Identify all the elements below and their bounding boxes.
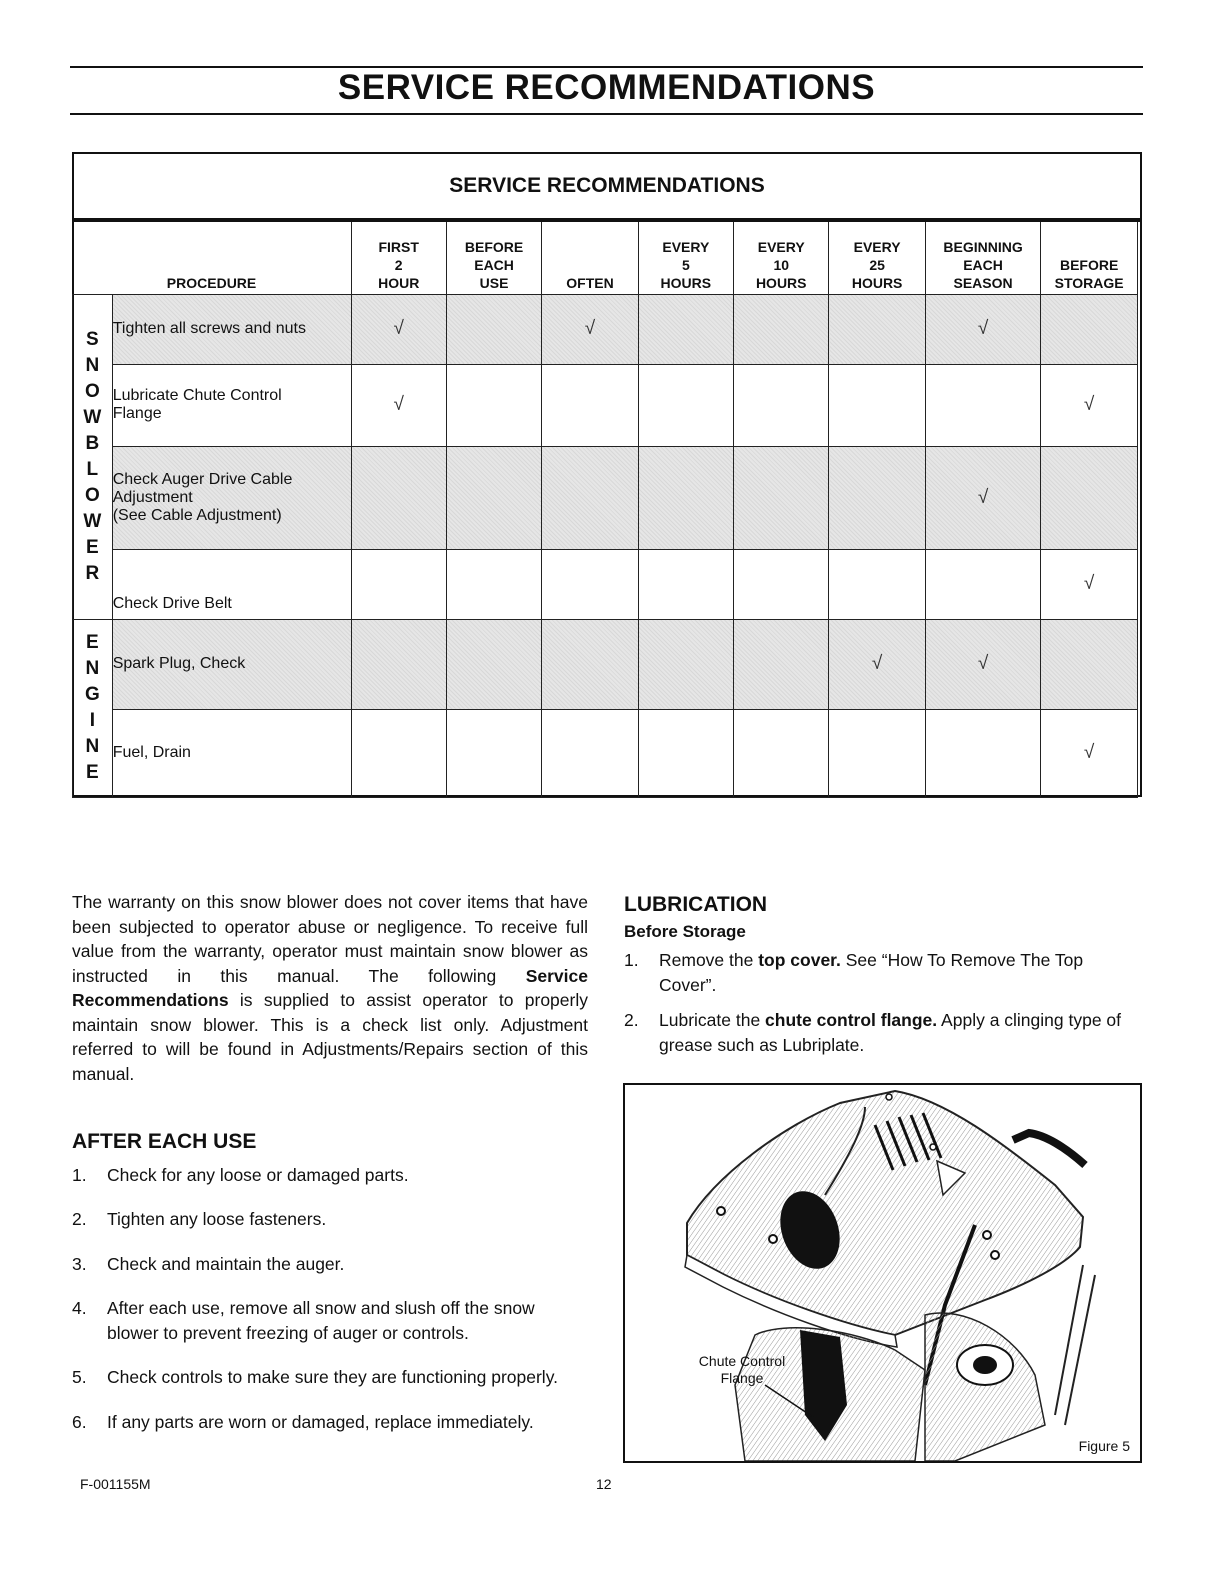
check-cell xyxy=(446,446,541,549)
side-letter: O xyxy=(84,380,100,402)
check-cell xyxy=(351,549,446,619)
check-cell: √ xyxy=(925,619,1041,709)
warranty-bold-text: Service Recommendations xyxy=(72,965,588,1010)
warranty-paragraph xyxy=(72,890,588,1086)
side-letter: W xyxy=(83,510,102,532)
check-cell xyxy=(351,709,446,797)
check-cell: √ xyxy=(925,446,1041,549)
side-letter: G xyxy=(84,684,100,705)
warranty-text: The warranty on this snow blower does not cover items that have been subjected to operator abuse or negligence. To receive full value from the warranty, operator must maintain snow blower as instructed in this manual. The following xyxy=(72,892,588,986)
side-letter: B xyxy=(85,432,100,454)
item-number: 1. xyxy=(624,950,639,970)
side-letter: N xyxy=(85,658,100,679)
warranty-text-end: is supplied to assist operator to properly maintain snow blower. This is a check list only. Adjustment referred to will be found in Adjustments/Repairs section of this manual. xyxy=(72,990,588,1084)
check-cell xyxy=(446,619,541,709)
item-text: Check controls to make sure they are functioning properly. xyxy=(107,1367,559,1387)
check-cell xyxy=(638,446,733,549)
figure-caption: Figure 5 xyxy=(1078,1438,1130,1454)
check-cell xyxy=(1041,294,1138,364)
side-letter: E xyxy=(86,762,99,783)
callout-line-2: Flange xyxy=(720,1370,764,1386)
procedure-name: Fuel, Drain xyxy=(112,709,351,797)
procedure-name: Tighten all screws and nuts xyxy=(112,294,351,364)
item-number: 1. xyxy=(72,1164,87,1185)
side-letter: R xyxy=(85,562,100,584)
table-row xyxy=(73,619,1138,709)
check-cell xyxy=(542,446,638,549)
check-cell: √ xyxy=(925,294,1041,364)
check-cell xyxy=(638,619,733,709)
table-row xyxy=(73,294,1138,364)
check-cell: √ xyxy=(351,364,446,446)
item-text-end: Apply a clinging type of grease such as Lubriplate. xyxy=(659,1010,1122,1055)
list-item xyxy=(72,1163,588,1188)
check-cell xyxy=(829,709,925,797)
check-cell xyxy=(734,619,829,709)
service-table xyxy=(72,152,1142,797)
check-cell xyxy=(925,364,1041,446)
table-row xyxy=(73,709,1138,797)
footer-code: F-001155M xyxy=(80,1476,151,1492)
side-label-engine xyxy=(73,619,113,797)
column-header: EVERY 5 HOURS xyxy=(638,222,733,294)
check-cell xyxy=(446,709,541,797)
column-header: BEFORE EACH USE xyxy=(446,222,541,294)
side-letter: W xyxy=(83,406,102,428)
service-grid xyxy=(72,222,1138,798)
column-header: BEFORE STORAGE xyxy=(1041,222,1138,294)
item-number: 3. xyxy=(72,1253,87,1274)
check-cell xyxy=(351,446,446,549)
check-cell xyxy=(1041,446,1138,549)
side-letter: N xyxy=(85,736,100,757)
item-text: If any parts are worn or damaged, replace immediately. xyxy=(107,1411,534,1432)
procedure-name: Spark Plug, Check xyxy=(112,619,351,709)
side-letter: E xyxy=(86,632,99,653)
column-header: EVERY 25 HOURS xyxy=(829,222,925,294)
check-cell xyxy=(638,709,733,797)
side-letter: O xyxy=(84,484,100,506)
page-title: SERVICE RECOMMENDATIONS xyxy=(337,68,876,107)
check-cell xyxy=(925,709,1041,797)
item-number: 5. xyxy=(72,1367,87,1387)
check-cell xyxy=(829,446,925,549)
chute-control-flange-callout xyxy=(677,1353,807,1387)
list-item xyxy=(72,1207,588,1232)
lubrication-section xyxy=(624,893,1142,1057)
check-cell xyxy=(446,294,541,364)
after-each-use-list xyxy=(72,1163,588,1435)
side-letter: S xyxy=(86,328,99,350)
procedure-name: Check Auger Drive Cable Adjustment (See Cable Adjustment) xyxy=(112,446,351,549)
item-bold-text: top cover. xyxy=(758,950,841,970)
before-storage-subheading: Before Storage xyxy=(624,921,746,941)
procedure-name: Check Drive Belt xyxy=(112,549,351,619)
check-cell: √ xyxy=(1041,549,1138,619)
title-rule xyxy=(70,113,1143,115)
list-item xyxy=(72,1410,588,1435)
check-cell xyxy=(1041,619,1138,709)
check-cell xyxy=(638,364,733,446)
check-cell xyxy=(829,364,925,446)
after-each-use-section xyxy=(72,1130,588,1434)
procedure-header: PROCEDURE xyxy=(73,222,352,294)
side-letter: N xyxy=(85,354,100,376)
side-letter: L xyxy=(86,458,99,480)
item-number: 2. xyxy=(624,1010,639,1030)
check-cell: √ xyxy=(829,619,925,709)
side-label-snowblower xyxy=(73,294,113,619)
side-letter: I xyxy=(89,710,95,731)
check-cell xyxy=(829,294,925,364)
check-cell xyxy=(734,446,829,549)
item-text: Remove the xyxy=(659,950,759,970)
page-number: 12 xyxy=(596,1476,612,1492)
check-cell xyxy=(638,294,733,364)
figure-5 xyxy=(623,1083,1142,1463)
header-row xyxy=(73,222,1138,294)
callout-line-1: Chute Control xyxy=(698,1353,786,1369)
column-header: BEGINNING EACH SEASON xyxy=(925,222,1041,294)
list-item xyxy=(72,1296,588,1345)
lubrication-list xyxy=(624,948,1142,1057)
check-cell xyxy=(829,549,925,619)
check-cell xyxy=(542,619,638,709)
table-row xyxy=(73,364,1138,446)
check-cell xyxy=(734,709,829,797)
table-row xyxy=(73,446,1138,549)
item-text: Check for any loose or damaged parts. xyxy=(107,1164,409,1185)
item-number: 4. xyxy=(72,1298,87,1318)
column-header: OFTEN xyxy=(542,222,638,294)
lubrication-heading: LUBRICATION xyxy=(624,893,768,916)
side-letter: E xyxy=(86,536,99,558)
check-cell xyxy=(446,549,541,619)
item-text-end: See “How To Remove The Top Cover”. xyxy=(659,950,1084,995)
snow-blower-illustration xyxy=(625,1085,1140,1461)
check-cell: √ xyxy=(542,294,638,364)
list-item xyxy=(624,1008,1142,1057)
item-number: 6. xyxy=(72,1411,87,1432)
check-cell: √ xyxy=(1041,364,1138,446)
check-cell xyxy=(734,549,829,619)
check-cell xyxy=(638,549,733,619)
procedure-name: Lubricate Chute Control Flange xyxy=(112,364,351,446)
check-cell xyxy=(542,364,638,446)
check-cell xyxy=(446,364,541,446)
check-cell xyxy=(734,294,829,364)
list-item xyxy=(72,1365,588,1390)
item-text: Check and maintain the auger. xyxy=(107,1253,345,1274)
item-text: Lubricate the xyxy=(659,1010,766,1030)
item-number: 2. xyxy=(72,1209,87,1229)
item-text: After each use, remove all snow and slush off the snow blower to prevent freezing of auger or controls. xyxy=(107,1298,535,1343)
check-cell: √ xyxy=(351,294,446,364)
check-cell xyxy=(542,709,638,797)
check-cell: √ xyxy=(1041,709,1138,797)
item-bold-text: chute control flange. xyxy=(765,1010,938,1030)
column-header: FIRST 2 HOUR xyxy=(351,222,446,294)
item-text: Tighten any loose fasteners. xyxy=(107,1209,327,1229)
after-each-use-heading: AFTER EACH USE xyxy=(72,1130,257,1153)
check-cell xyxy=(734,364,829,446)
table-row xyxy=(73,549,1138,619)
check-cell xyxy=(542,549,638,619)
check-cell xyxy=(351,619,446,709)
check-cell xyxy=(925,549,1041,619)
list-item xyxy=(624,948,1142,997)
list-item xyxy=(72,1252,588,1277)
column-header: EVERY 10 HOURS xyxy=(734,222,829,294)
service-table-title: SERVICE RECOMMENDATIONS xyxy=(74,154,1140,222)
